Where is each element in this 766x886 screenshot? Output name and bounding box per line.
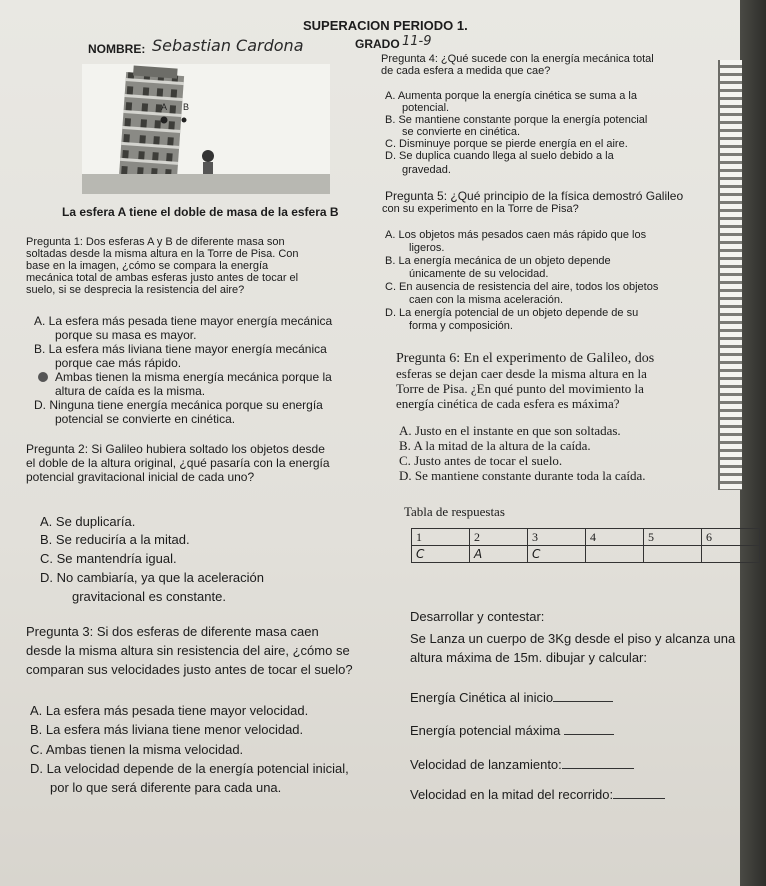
q5-line-2: con su experimento en la Torre de Pisa? (382, 203, 579, 215)
answer-line-2[interactable] (564, 722, 614, 735)
develop-item-3 (410, 756, 634, 772)
grado-label: GRADO (355, 37, 400, 51)
q1-line-3: base en la imagen, ¿cómo se compara la energía (26, 260, 269, 272)
q5-option-a-cont: ligeros. (409, 242, 445, 254)
q6-line-2: esferas se dejan caer desde la misma altura en la (396, 366, 647, 381)
q2-option-c: C. Se mantendría igual. (40, 551, 177, 566)
develop-item-1 (410, 689, 613, 705)
grado-value: 11-9 (402, 34, 432, 49)
answers-table (411, 528, 760, 563)
q3-line-3: comparan sus velocidades justo antes de tocar el suelo? (26, 662, 353, 677)
q4-line-2: de cada esfera a medida que cae? (381, 65, 551, 77)
answer-line-1[interactable] (553, 689, 613, 702)
q4-option-a: A. Aumenta porque la energía cinética se suma a la (385, 90, 637, 102)
nombre-label: NOMBRE: (88, 42, 146, 56)
q6-line-4: energía cinética de cada esfera es máxima? (396, 396, 620, 411)
q3-line-2: desde la misma altura sin resistencia del aire, ¿cómo se (26, 643, 350, 658)
develop-item-1-label: Energía Cinética al inicio (410, 690, 554, 705)
answers-header-5: 5 (644, 529, 702, 546)
q5-option-c: C. En ausencia de resistencia del aire, todos los objetos (385, 281, 659, 293)
tower-of-pisa-figure (82, 64, 330, 194)
answer-cell-5[interactable] (644, 546, 702, 563)
q4-option-a-cont: potencial. (402, 102, 450, 114)
develop-item-4 (410, 786, 665, 802)
q1-option-a: A. La esfera más pesada tiene mayor energía mecánica (34, 314, 333, 328)
q5-option-a: A. Los objetos más pesados caen más rápido que los (385, 229, 647, 241)
answer-cell-6[interactable] (702, 546, 760, 563)
nombre-value: Sebastian Cardona (152, 36, 304, 55)
q2-option-a: A. Se duplicaría. (40, 514, 136, 529)
answers-header-row (412, 529, 760, 546)
background-table (740, 0, 766, 886)
q1-option-b-cont: porque cae más rápido. (55, 356, 182, 370)
q1-option-b: B. La esfera más liviana tiene mayor energía mecánica (34, 342, 327, 356)
answers-header-6: 6 (702, 529, 760, 546)
q1-option-c-cont: altura de caída es la misma. (55, 384, 206, 398)
selected-mark-icon (38, 372, 48, 382)
q4-option-d: D. Se duplica cuando llega al suelo debido a la (385, 150, 614, 162)
q1-option-c: Ambas tienen la misma energía mecánica porque la (55, 370, 332, 384)
answer-cell-1[interactable]: C (412, 546, 470, 563)
answers-title: Tabla de respuestas (404, 504, 505, 519)
q1-line-4: mecánica total de ambas esferas justo antes de tocar el (26, 272, 299, 284)
q3-option-d-cont: por lo que será diferente para cada una. (50, 780, 282, 795)
q6-option-b: B. A la mitad de la altura de la caída. (399, 438, 591, 453)
q5-option-d: D. La energía potencial de un objeto depende de su (385, 307, 639, 319)
q6-line-3: Torre de Pisa. ¿En qué punto del movimiento la (396, 381, 644, 396)
q4-option-d-cont: gravedad. (402, 164, 451, 176)
q6-option-a: A. Justo en el instante en que son soltadas. (399, 423, 621, 438)
q2-option-b: B. Se reduciría a la mitad. (40, 532, 190, 547)
q1-line-1: Pregunta 1: Dos esferas A y B de diferente masa son (26, 236, 285, 248)
answers-header-1: 1 (412, 529, 470, 546)
answers-header-3: 3 (528, 529, 586, 546)
q1-line-2: soltadas desde la misma altura en la Torre de Pisa. Con (26, 248, 299, 260)
q1-option-d: D. Ninguna tiene energía mecánica porque su energía (34, 398, 323, 412)
q2-option-d-cont: gravitacional es constante. (72, 589, 226, 604)
q6-option-c: C. Justo antes de tocar el suelo. (399, 453, 563, 468)
develop-item-4-label: Velocidad en la mitad del recorrido: (410, 787, 614, 802)
svg-text:B: B (183, 102, 190, 112)
q4-line-1: Pregunta 4: ¿Qué sucede con la energía mecánica total (381, 53, 654, 65)
notebook-spiral (718, 60, 742, 490)
q4-option-b-cont: se convierte en cinética. (402, 126, 521, 138)
answer-cell-3[interactable]: C (528, 546, 586, 563)
develop-item-2-label: Energía potencial máxima (410, 723, 561, 738)
q2-line-3: potencial gravitacional inicial de cada uno? (26, 470, 255, 484)
q2-line-1: Pregunta 2: Si Galileo hubiera soltado los objetos desde (26, 442, 325, 456)
develop-item-3-label: Velocidad de lanzamiento: (410, 757, 562, 772)
q1-line-5: suelo, si se desprecia la resistencia del aire? (26, 284, 245, 296)
develop-title: Desarrollar y contestar: (410, 609, 545, 624)
develop-prompt-2: altura máxima de 15m. dibujar y calcular: (410, 650, 647, 665)
answer-line-3[interactable] (562, 756, 634, 769)
answer-cell-2[interactable]: A (470, 546, 528, 563)
answers-header-2: 2 (470, 529, 528, 546)
q5-option-c-cont: caen con la misma aceleración. (409, 294, 564, 306)
develop-item-2 (410, 722, 614, 738)
q3-option-b: B. La esfera más liviana tiene menor velocidad. (30, 722, 304, 737)
q3-option-c: C. Ambas tienen la misma velocidad. (30, 742, 244, 757)
answers-value-row (412, 546, 760, 563)
q4-option-c: C. Disminuye porque se pierde energía en el aire. (385, 138, 628, 150)
answer-cell-4[interactable] (586, 546, 644, 563)
q4-option-b: B. Se mantiene constante porque la energía potencial (385, 114, 648, 126)
q5-option-b-cont: únicamente de su velocidad. (409, 268, 549, 280)
tower-illustration (82, 64, 330, 194)
q1-option-d-cont: potencial se convierte en cinética. (55, 412, 236, 426)
q6-option-d: D. Se mantiene constante durante toda la caída. (399, 468, 646, 483)
page-title: SUPERACION PERIODO 1. (303, 18, 468, 33)
q5-option-b: B. La energía mecánica de un objeto depende (385, 255, 611, 267)
develop-prompt-1: Se Lanza un cuerpo de 3Kg desde el piso y alcanza una (410, 631, 736, 646)
q1-option-a-cont: porque su masa es mayor. (55, 328, 197, 342)
q5-line-1: Pregunta 5: ¿Qué principio de la física demostró Galileo (385, 189, 684, 203)
q2-option-d: D. No cambiaría, ya que la aceleración (40, 570, 265, 585)
answers-header-4: 4 (586, 529, 644, 546)
q6-line-1: Pregunta 6: En el experimento de Galileo, dos (396, 351, 655, 366)
svg-text:A: A (161, 102, 168, 112)
q3-option-d: D. La velocidad depende de la energía potencial inicial, (30, 761, 349, 776)
q5-option-d-cont: forma y composición. (409, 320, 513, 332)
q2-line-2: el doble de la altura original, ¿qué pasaría con la energía (26, 456, 330, 470)
answer-line-4[interactable] (613, 786, 665, 799)
q3-line-1: Pregunta 3: Si dos esferas de diferente masa caen (26, 624, 319, 639)
q3-option-a: A. La esfera más pesada tiene mayor velocidad. (30, 703, 309, 718)
figure-caption: La esfera A tiene el doble de masa de la esfera B (62, 205, 339, 219)
